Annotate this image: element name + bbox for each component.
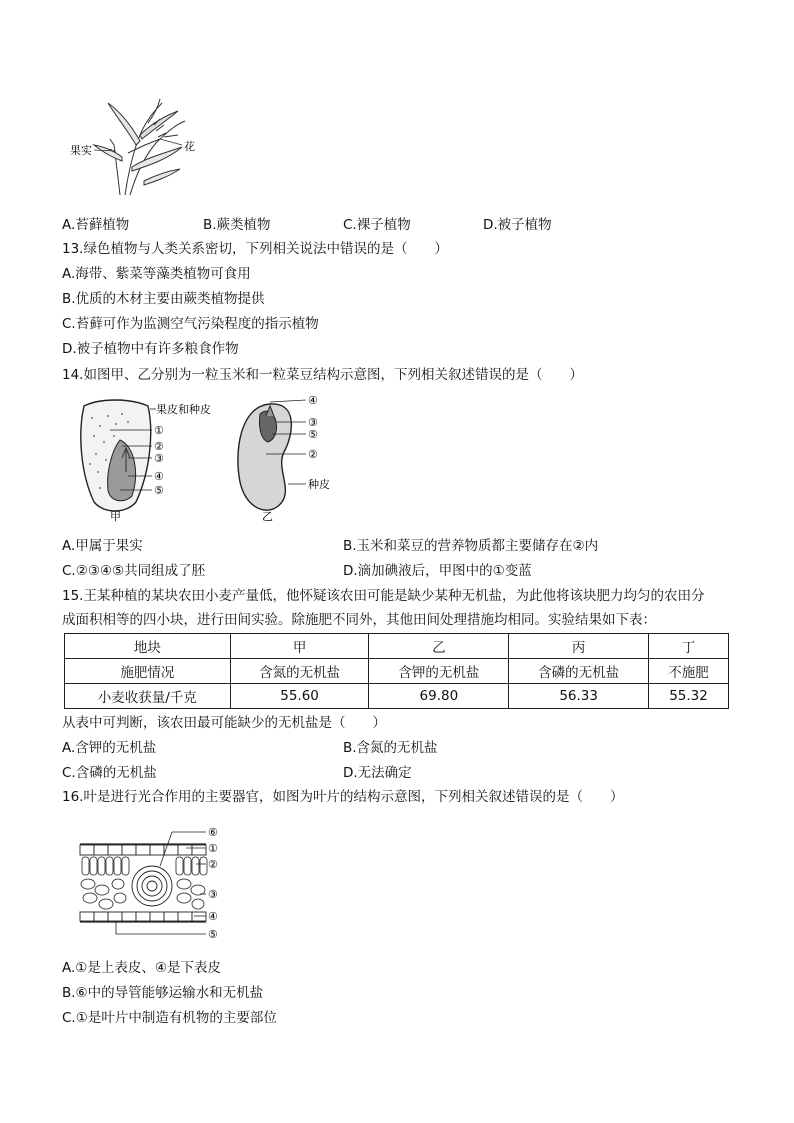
table-cell: 地块: [65, 634, 231, 659]
q14-stem: 14.如图甲、乙分别为一粒玉米和一粒菜豆结构示意图，下列相关叙述错误的是（ ）: [62, 367, 583, 383]
table-cell: 含磷的无机盐: [509, 659, 649, 684]
q14-option-d: D.滴加碘液后，甲图中的①变蓝: [343, 563, 532, 579]
table-cell: 55.60: [230, 684, 369, 709]
q16-option-a: A.①是上表皮、④是下表皮: [62, 960, 221, 976]
corn-label-5: ⑤: [154, 484, 164, 497]
pericarp-seedcoat-label: 果皮和种皮: [156, 403, 211, 416]
table-cell: 丁: [649, 634, 729, 659]
flower-label: 花: [184, 140, 195, 153]
table-cell: 69.80: [369, 684, 509, 709]
q14-option-b: B.玉米和菜豆的营养物质都主要储存在②内: [343, 538, 599, 554]
leaf-label-6: ⑥: [208, 826, 218, 839]
leaf-label-5: ⑤: [208, 928, 218, 941]
q15-option-c: C.含磷的无机盐: [62, 765, 157, 781]
table-cell: 小麦收获量/千克: [65, 684, 231, 709]
q16-option-b: B.⑥中的导管能够运输水和无机盐: [62, 985, 264, 1001]
q16-stem: 16.叶是进行光合作用的主要器官，如图为叶片的结构示意图，下列相关叙述错误的是（ ）: [62, 789, 624, 805]
table-cell: 乙: [369, 634, 509, 659]
q13-option-c: C.苔藓可作为监测空气污染程度的指示植物: [62, 316, 319, 332]
table-cell: 施肥情况: [65, 659, 231, 684]
q16-option-c: C.①是叶片中制造有机物的主要部位: [62, 1010, 277, 1026]
leaf-label-1: ①: [208, 842, 218, 855]
table-cell: 55.32: [649, 684, 729, 709]
table-row: [65, 659, 729, 684]
q15-stem-line1: 15.王某种植的某块农田小麦产量低，他怀疑该农田可能是缺少某种无机盐，为此他将该块肥力均匀的农田分: [62, 588, 705, 604]
q12-option-c: C.裸子植物: [343, 217, 411, 233]
table-cell: 甲: [230, 634, 369, 659]
bean-label-4: ④: [308, 394, 318, 407]
q15-option-b: B.含氮的无机盐: [343, 740, 438, 756]
q12-option-d: D.被子植物: [483, 217, 552, 233]
q12-option-b: B.蕨类植物: [203, 217, 271, 233]
table-row: [65, 634, 729, 659]
plant-figure: [70, 95, 205, 200]
results-table: [64, 633, 729, 709]
q15-option-d: D.无法确定: [343, 765, 412, 781]
q13-option-d: D.被子植物中有许多粮食作物: [62, 341, 239, 357]
leaf-label-4: ④: [208, 910, 218, 923]
corn-bean-figure: [70, 392, 350, 524]
fruit-label: 果实: [70, 144, 92, 157]
leaf-label-3: ③: [208, 888, 218, 901]
seedcoat-label: 种皮: [308, 478, 330, 491]
table-cell: 含钾的无机盐: [369, 659, 509, 684]
table-row: [65, 684, 729, 709]
corn-label-1: ①: [154, 424, 164, 437]
corn-label-2: ②: [154, 440, 164, 453]
q13-stem: 13.绿色植物与人类关系密切，下列相关说法中错误的是（ ）: [62, 241, 448, 257]
yi-label: 乙: [262, 510, 273, 523]
table-cell: 56.33: [509, 684, 649, 709]
bean-label-2: ②: [308, 448, 318, 461]
table-cell: 不施肥: [649, 659, 729, 684]
corn-label-4: ④: [154, 470, 164, 483]
q13-option-b: B.优质的木材主要由蕨类植物提供: [62, 291, 265, 307]
q14-option-c: C.②③④⑤共同组成了胚: [62, 563, 206, 579]
q15-question: 从表中可判断，该农田最可能缺少的无机盐是（ ）: [62, 715, 386, 731]
table-cell: 丙: [509, 634, 649, 659]
jia-label: 甲: [110, 510, 121, 523]
q13-option-a: A.海带、紫菜等藻类植物可食用: [62, 266, 251, 282]
corn-label-3: ③: [154, 452, 164, 465]
q15-option-a: A.含钾的无机盐: [62, 740, 157, 756]
leaf-structure-figure: [76, 822, 236, 944]
bean-label-5: ⑤: [308, 428, 318, 441]
q12-option-a: A.苔藓植物: [62, 217, 130, 233]
q15-stem-line2: 成面积相等的四小块，进行田间实验。除施肥不同外，其他田间处理措施均相同。实验结果如下表：: [62, 612, 656, 628]
leaf-label-2: ②: [208, 858, 218, 871]
bean-label-3: ③: [308, 416, 318, 429]
q14-option-a: A.甲属于果实: [62, 538, 143, 554]
table-cell: 含氮的无机盐: [230, 659, 369, 684]
